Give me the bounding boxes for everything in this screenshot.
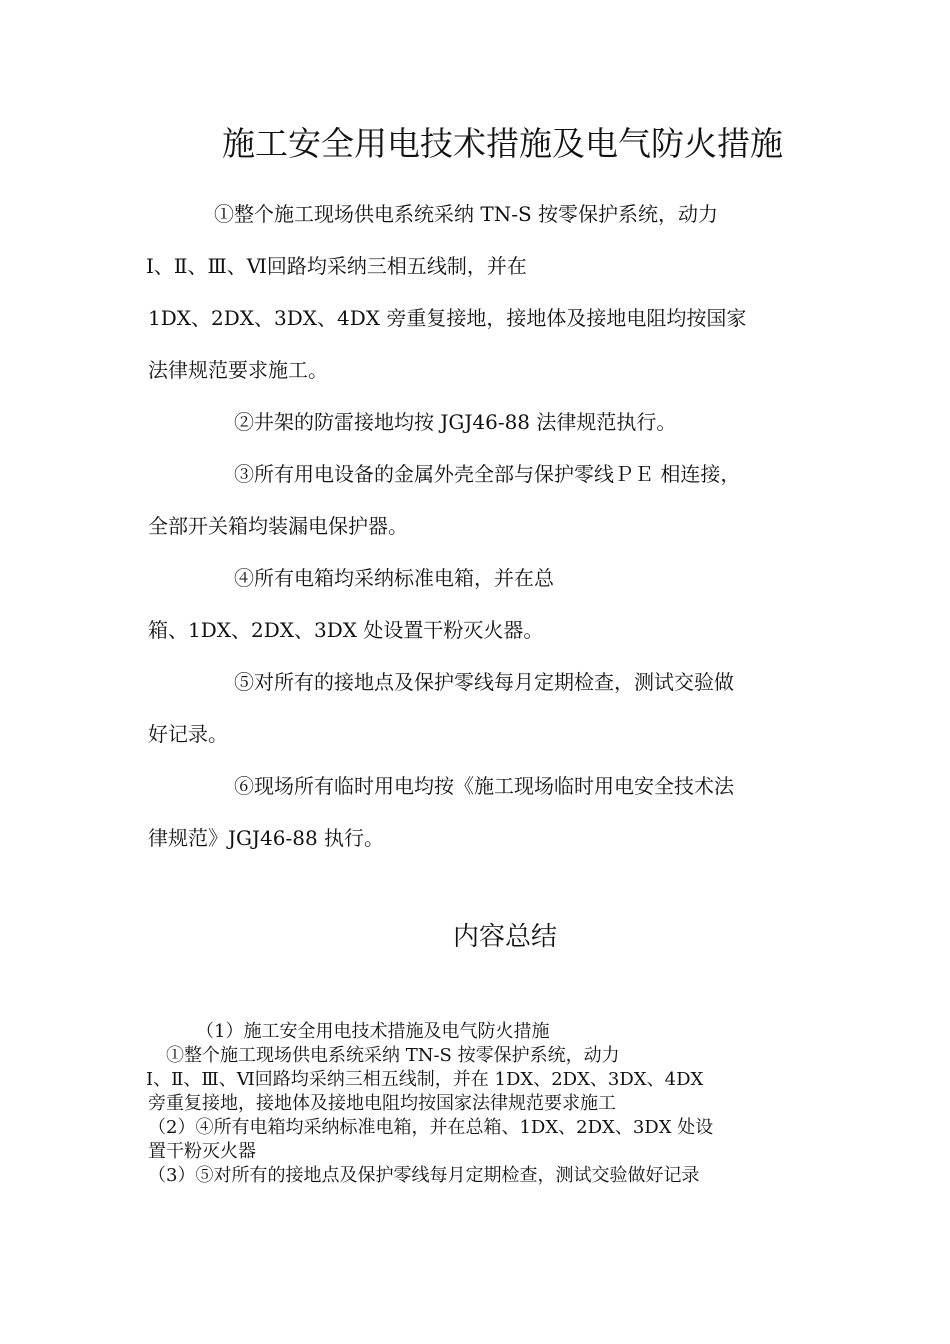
paragraph-2: ②井架的防雷接地均按 JGJ46-88 法律规范执行。 bbox=[234, 410, 677, 434]
paragraph-4-line-2: 箱、1DX、2DX、3DX 处设置干粉灭火器。 bbox=[148, 618, 544, 642]
paragraph-5-line-1: ⑤对所有的接地点及保护零线每月定期检查，测试交验做 bbox=[234, 670, 734, 694]
paragraph-6-line-1: ⑥现场所有临时用电均按《施工现场临时用电安全技术法 bbox=[234, 774, 734, 798]
paragraph-1-line-1: ①整个施工现场供电系统采纳 TN-S 按零保护系统，动力 bbox=[214, 202, 719, 226]
paragraph-4-line-1: ④所有电箱均采纳标准电箱，并在总 bbox=[234, 566, 554, 590]
paragraph-1-line-3: 1DX、2DX、3DX、4DX 旁重复接地，接地体及接地电阻均按国家 bbox=[148, 306, 747, 330]
summary-line-4: 旁重复接地，接地体及接地电阻均按国家法律规范要求施工 bbox=[148, 1093, 616, 1114]
paragraph-6-line-2: 律规范》JGJ46-88 执行。 bbox=[148, 826, 385, 850]
document-title: 施工安全用电技术措施及电气防火措施 bbox=[222, 124, 783, 163]
summary-title: 内容总结 bbox=[452, 922, 557, 952]
summary-line-3: Ⅰ、Ⅱ、Ⅲ、Ⅵ回路均采纳三相五线制，并在 1DX、2DX、3DX、4DX bbox=[146, 1069, 704, 1090]
summary-line-2: ①整个施工现场供电系统采纳 TN-S 按零保护系统，动力 bbox=[166, 1045, 620, 1066]
paragraph-3-line-1: ③所有用电设备的金属外壳全部与保护零线ＰＥ 相连接， bbox=[234, 462, 741, 486]
summary-line-7: （3）⑤对所有的接地点及保护零线每月定期检查，测试交验做好记录 bbox=[148, 1165, 700, 1186]
summary-line-6: 置干粉灭火器 bbox=[148, 1141, 256, 1162]
paragraph-5-line-2: 好记录。 bbox=[148, 722, 228, 746]
summary-line-5: （2）④所有电箱均采纳标准电箱，并在总箱、1DX、2DX、3DX 处设 bbox=[148, 1117, 714, 1138]
summary-line-1: （1）施工安全用电技术措施及电气防火措施 bbox=[196, 1021, 550, 1042]
paragraph-3-line-2: 全部开关箱均装漏电保护器。 bbox=[148, 514, 408, 538]
paragraph-1-line-2: Ⅰ、Ⅱ、Ⅲ、Ⅵ回路均采纳三相五线制，并在 bbox=[146, 254, 527, 278]
paragraph-1-line-4: 法律规范要求施工。 bbox=[148, 358, 328, 382]
